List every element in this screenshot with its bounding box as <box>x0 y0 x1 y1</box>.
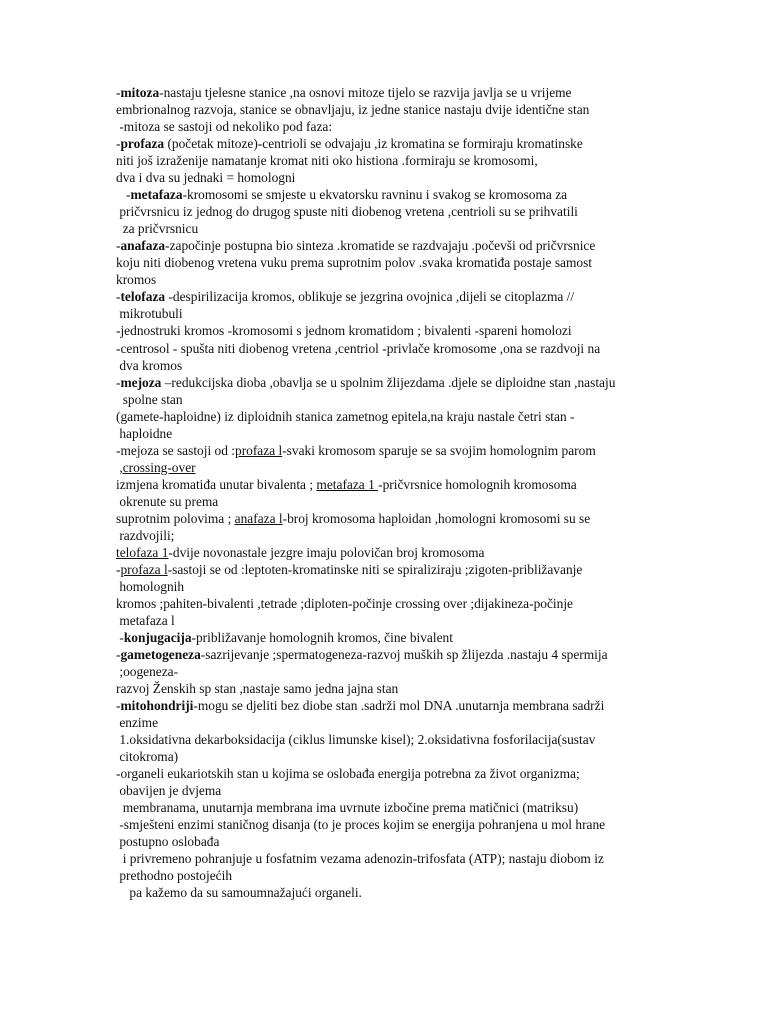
underlined-term: profaza l <box>120 561 168 577</box>
text-run: -približavanje homolognih kromos, čine bivalent <box>191 630 453 645</box>
text-line <box>116 647 608 663</box>
underlined-term: ,crossing-over <box>119 459 196 475</box>
text-line <box>116 289 574 305</box>
text-line <box>116 119 332 135</box>
text-run: postupno oslobađa <box>116 834 220 850</box>
text-line <box>116 409 574 425</box>
text-line <box>116 851 604 867</box>
bold-term: konjugacija <box>123 630 192 645</box>
text-line <box>116 443 596 459</box>
text-run: kromos ;pahiten-bivalenti ,tetrade ;diploten-počinje crossing over ;dijakineza-počinje <box>116 595 573 611</box>
text-run: -sazrijevanje ;spermatogeneza-razvoj muških sp žlijezda .nastaju 4 spermija <box>200 647 608 662</box>
text-line <box>116 511 590 527</box>
text-run: -dvije novonastale jezgre imaju polovičan broj kromosoma <box>168 544 485 560</box>
text-run: -smješteni enzimi staničnog disanja (to je proces kojim se energija pohranjena u mol hrane <box>116 817 606 833</box>
text-line <box>116 834 219 850</box>
text-run: -sastoji se od :leptoten-kromatinske niti se spiraliziraju ;zigoten-približavanje <box>167 561 583 577</box>
text-run: niti još izraženije namatanje kromat niti oko histiona .formiraju se kromosomi, <box>116 153 538 169</box>
text-run: razdvojili; <box>116 527 175 543</box>
text-line <box>116 800 578 816</box>
text-line <box>116 255 592 271</box>
text-line <box>116 221 198 237</box>
underlined-term: metafaza 1 <box>316 476 379 492</box>
text-line <box>116 85 572 101</box>
text-line <box>116 817 605 833</box>
text-line <box>116 494 218 510</box>
text-line <box>116 460 196 476</box>
bold-term: mejoza <box>120 374 162 390</box>
bold-term: profaza <box>120 136 165 152</box>
text-line <box>116 323 572 339</box>
text-run: - <box>116 374 121 390</box>
text-line <box>116 545 485 561</box>
text-line <box>116 613 175 629</box>
text-line <box>116 136 583 152</box>
text-line <box>116 170 295 186</box>
text-line <box>116 341 600 357</box>
text-run: - <box>116 561 121 577</box>
text-line <box>116 187 567 203</box>
underlined-term: profaza l <box>235 442 283 458</box>
text-line <box>116 664 178 680</box>
text-line <box>116 732 595 748</box>
text-run: haploidne <box>116 425 173 441</box>
text-run: razvoj Ženskih sp stan ,nastaje samo jedna jajna stan <box>116 681 399 697</box>
text-line <box>116 681 398 697</box>
text-run: spolne stan <box>116 391 183 407</box>
text-run: - <box>116 698 121 714</box>
text-run: -mejoza se sastoji od : <box>116 442 235 458</box>
text-line <box>116 868 232 884</box>
text-line <box>116 885 362 901</box>
text-line <box>116 272 156 288</box>
text-line <box>116 153 538 169</box>
text-run: za pričvrsnicu <box>116 221 199 237</box>
bold-term: telofaza <box>120 289 166 305</box>
text-run: kromos <box>116 272 157 288</box>
text-run: -despirilizacija kromos, oblikuje se jezgrina ovojnica ,dijeli se citoplazma // <box>165 289 575 305</box>
text-run: pričvrsnicu iz jednog do drugog spuste niti diobenog vretena ,centrioli su se prihvatili <box>116 204 578 220</box>
bold-term: anafaza <box>120 238 166 254</box>
text-run: okrenute su prema <box>116 493 219 509</box>
text-run: -mitoza se sastoji od nekoliko pod faza: <box>116 119 333 135</box>
text-line <box>116 766 580 782</box>
text-line <box>116 238 595 254</box>
text-run: (gamete-haploidne) iz diploidnih stanica zametnog epitela,na kraju nastale četri stan - <box>116 408 575 424</box>
text-run: prethodno postojećih <box>116 868 233 884</box>
text-run: (početak mitoze)-centrioli se odvajaju ,iz kromatina se formiraju kromatinske <box>164 136 583 152</box>
text-run: dva kromos <box>116 357 183 373</box>
text-run: - <box>116 289 121 305</box>
text-run: mikrotubuli <box>116 306 183 322</box>
text-line <box>116 528 174 544</box>
text-run: - <box>116 85 121 100</box>
bold-term: gametogeneza <box>120 647 201 662</box>
bold-term: mitohondriji <box>120 698 194 714</box>
text-run: -mogu se djeliti bez diobe stan .sadrži mol DNA .unutarnja membrana sadrži <box>193 698 605 714</box>
text-line <box>116 477 577 493</box>
text-run: - <box>116 630 124 645</box>
text-line <box>116 698 604 714</box>
text-run: i privremeno pohranjuje u fosfatnim vezama adenozin-trifosfata (ATP); nastaju diobom iz <box>116 851 604 867</box>
text-line <box>116 630 453 646</box>
text-run: -jednostruki kromos -kromosomi s jednom kromatidom ; bivalenti -spareni homolozi <box>116 323 572 339</box>
bold-term: mitoza <box>120 85 160 100</box>
text-run: - <box>116 238 121 254</box>
text-line <box>116 426 172 442</box>
text-run: obavijen je dvjema <box>116 783 222 799</box>
bold-term: metafaza <box>130 187 183 203</box>
text-line <box>116 715 158 731</box>
text-run: -započinje postupna bio sinteza .kromatide se razdvajaju .počevši od pričvrsnice <box>165 238 596 254</box>
text-line <box>116 579 184 595</box>
text-line <box>116 102 589 118</box>
text-line <box>116 562 582 578</box>
text-run: -centrosol - spušta niti diobenog vretena ,centriol -privlače kromosome ,ona se razdvoji na <box>116 340 601 356</box>
text-run: izmjena kromatiđa unutar bivalenta ; <box>116 476 317 492</box>
text-run: –redukcijska dioba ,obavlja se u spolnim žlijezdama .djele se diploidne stan ,nastaju <box>161 374 616 390</box>
text-line <box>116 375 615 391</box>
text-line <box>116 392 183 408</box>
text-run: - <box>116 187 131 203</box>
underlined-term: telofaza 1 <box>116 544 169 560</box>
text-run: suprotnim polovima ; <box>116 510 235 526</box>
text-run: metafaza l <box>116 612 175 628</box>
text-run: koju niti diobenog vretena vuku prema suprotnim polov .svaka kromatiđa postaje samost <box>116 255 593 271</box>
text-run: embrionalnog razvoja, stanice se obnavljaju, iz jedne stanice nastaju dvije identične stan <box>116 102 590 117</box>
text-line <box>116 783 221 799</box>
text-run: - <box>116 136 121 152</box>
text-line <box>116 596 573 612</box>
text-run: -broj kromosoma haploidan ,homologni kromosomi su se <box>282 510 591 526</box>
text-run: homolognih <box>116 578 185 594</box>
text-run: -svaki kromosom sparuje se sa svojim homolognim parom <box>282 442 596 458</box>
text-run: -kromosomi se smjeste u ekvatorsku ravninu i svakog se kromosoma za <box>182 187 568 203</box>
text-run: -organeli eukariotskih stan u kojima se oslobađa energija potrebna za život organizma; <box>116 766 580 782</box>
text-line <box>116 749 178 765</box>
text-run: dva i dva su jednaki = homologni <box>116 170 296 186</box>
text-run: membranama, unutarnja membrana ima uvrnute izbočine prema matičnici (matriksu) <box>116 800 579 816</box>
text-run: -nastaju tjelesne stanice ,na osnovi mitoze tijelo se razvija javlja se u vrijeme <box>159 85 572 100</box>
text-line <box>116 306 183 322</box>
text-line <box>116 358 182 374</box>
text-run: enzime <box>116 715 159 731</box>
text-run: citokroma) <box>116 749 179 765</box>
text-run: - <box>116 647 121 662</box>
text-run: ;oogeneza- <box>116 664 179 679</box>
underlined-term: anafaza l <box>234 510 283 526</box>
text-run: 1.oksidativna dekarboksidacija (ciklus limunske kisel); 2.oksidativna fosforilacija(sustav <box>116 732 596 748</box>
text-run: pa kažemo da su samoumnažajući organeli. <box>116 885 362 901</box>
text-run: -pričvrsnice homolognih kromosoma <box>378 476 577 492</box>
text-line <box>116 204 578 220</box>
